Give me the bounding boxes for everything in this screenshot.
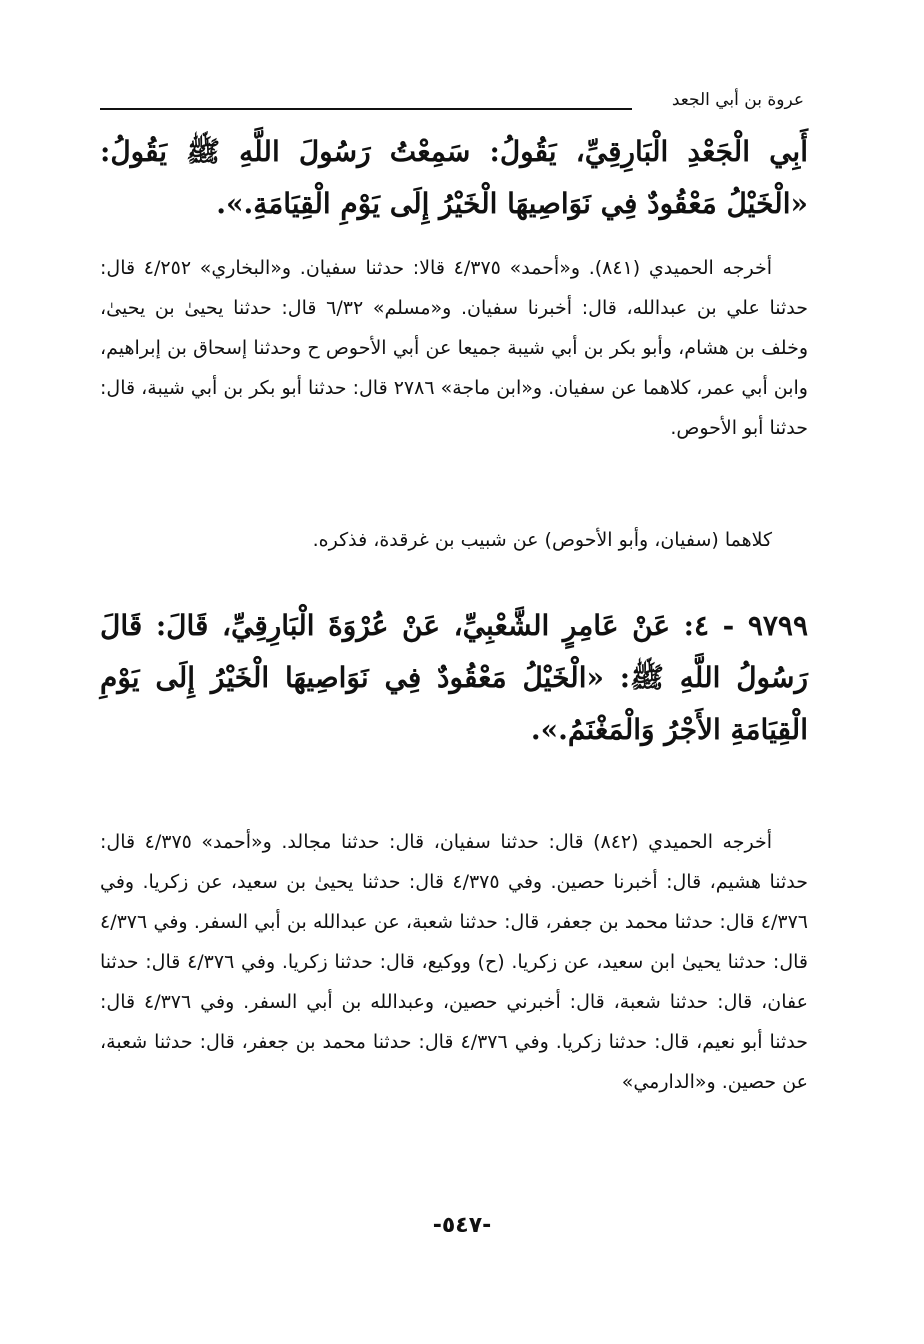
running-header xyxy=(100,88,804,120)
takhrij-paragraph-2: أخرجه الحميدي (٨٤٢) قال: حدثنا سفيان، قال: حدثنا مجالد. و«أحمد» ٤/٣٧٥ قال: حدثنا هشيم، قال: أخبرنا حصين. وفي ٤/٣٧٥ قال: حدثنا يحيىٰ بن سعيد، عن زكريا. وفي ٤/٣٧٦ قال: حدثنا محمد بن جعفر، قال: حدثنا شعبة، عن عبدالله بن أبي السفر. وفي ٤/٣٧٦ قال: حدثنا يحيىٰ ابن سعيد، عن زكريا. (ح) ووكيع، قال: حدثنا زكريا. وفي ٤/٣٧٦ قال: حدثنا عفان، قال: حدثنا شعبة، قال: أخبرني حصين، وعبدالله بن أبي السفر. وفي ٤/٣٧٦ قال: حدثنا أبو نعيم، قال: حدثنا زكريا. وفي ٤/٣٧٦ قال: حدثنا محمد بن جعفر، قال: حدثنا شعبة، عن حصين. و«الدارمي» xyxy=(100,831,808,1093)
page-number: -٥٤٧- xyxy=(432,1213,492,1238)
running-title: عروة بن أبي الجعد xyxy=(671,90,804,110)
summary-paragraph: كلاهما (سفيان، وأبو الأحوص) عن شبيب بن غرقدة، فذكره. xyxy=(312,529,772,551)
header-rule xyxy=(100,108,632,110)
hadith-9799: ٩٧٩٩ - ٤: عَنْ عَامِرٍ الشَّعْبِيِّ، عَنْ عُرْوَةَ الْبَارِقِيِّ، قَالَ: قَالَ رَسُولُ اللَّهِ ﷺ: «الْخَيْلُ مَعْقُودٌ فِي نَوَاصِيهَا الْخَيْرُ إِلَى يَوْمِ الْقِيَامَةِ الأَجْرُ وَالْمَغْنَمُ.». xyxy=(100,609,808,746)
hadith-continuation: أَبِي الْجَعْدِ الْبَارِقِيِّ، يَقُولُ: سَمِعْتُ رَسُولَ اللَّهِ ﷺ يَقُولُ: «الْخَيْلُ مَعْقُودٌ فِي نَوَاصِيهَا الْخَيْرُ إِلَى يَوْمِ الْقِيَامَةِ.». xyxy=(100,135,808,220)
takhrij-paragraph: أخرجه الحميدي (٨٤١). و«أحمد» ٤/٣٧٥ قالا: حدثنا سفيان. و«البخاري» ٤/٢٥٢ قال: حدثنا علي بن عبدالله، قال: أخبرنا سفيان. و«مسلم» ٦/٣٢ قال: حدثنا يحيىٰ بن يحيىٰ، وخلف بن هشام، وأبو بكر بن أبي شيبة جميعا عن أبي الأحوص ح وحدثنا إسحاق بن إبراهيم، وابن أبي عمر، كلاهما عن سفيان. و«ابن ماجة» ٢٧٨٦ قال: حدثنا أبو بكر بن أبي شيبة، قال: حدثنا أبو الأحوص. xyxy=(100,257,808,439)
